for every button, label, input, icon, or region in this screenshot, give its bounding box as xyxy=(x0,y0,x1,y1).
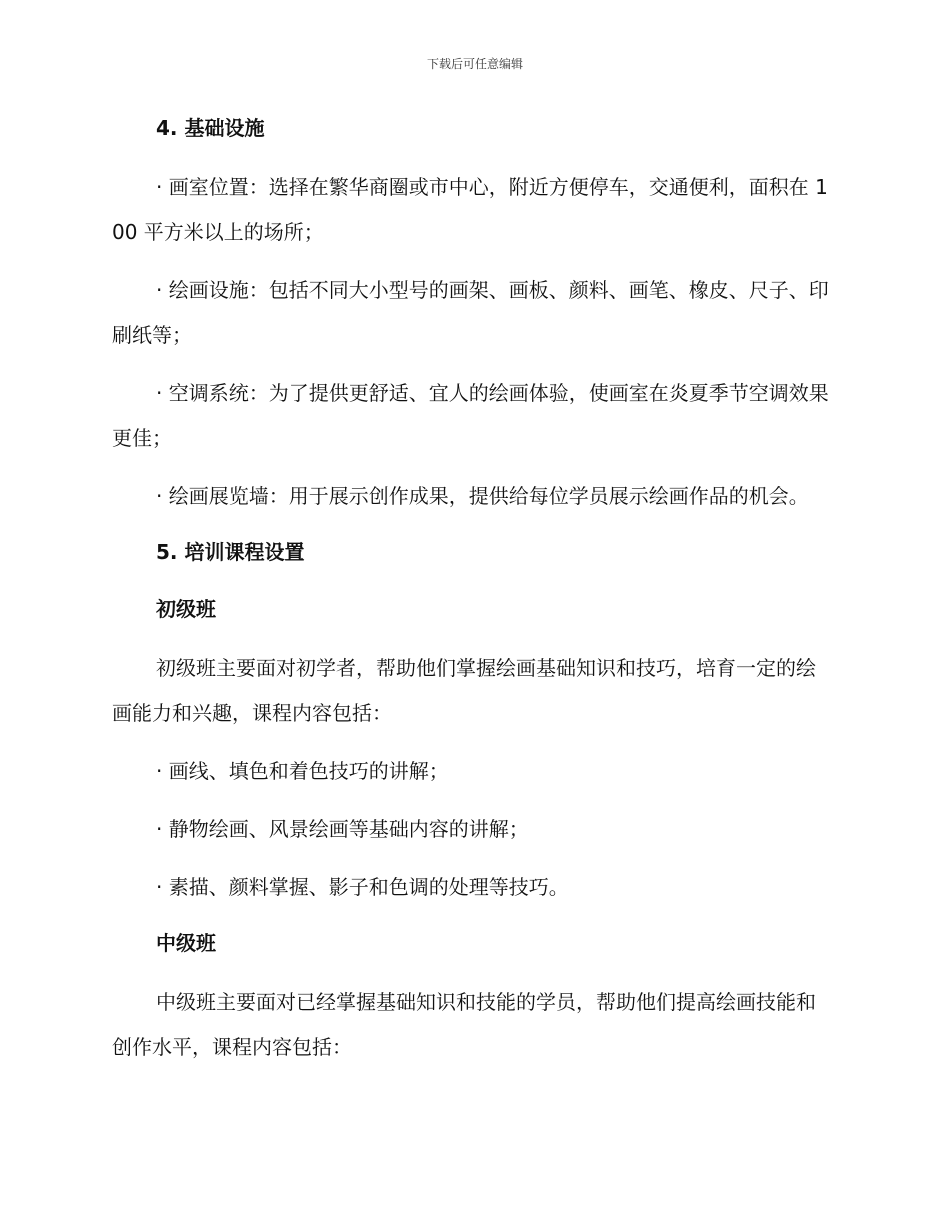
facility-item-air-conditioning: · 空调系统：为了提供更舒适、宜人的绘画体验，使画室在炎夏季节空调效果更佳； xyxy=(112,381,829,450)
page-header: 下载后可任意编辑 xyxy=(426,57,523,71)
intermediate-class-intro: 中级班主要面对已经掌握基础知识和技能的学员，帮助他们提高绘画技能和创作水平，课程内容包括： xyxy=(112,990,816,1059)
section-heading-facilities: 4. 基础设施 xyxy=(156,116,265,140)
beginner-class-intro: 初级班主要面对初学者，帮助他们掌握绘画基础知识和技巧，培育一定的绘画能力和兴趣，课程内容包括： xyxy=(112,656,816,725)
beginner-course-item: · 静物绘画、风景绘画等基础内容的讲解； xyxy=(156,817,529,841)
facility-item-studio-location: · 画室位置：选择在繁华商圈或市中心，附近方便停车，交通便利，面积在 100 平方米以上的场所； xyxy=(112,175,828,244)
beginner-course-item: · 画线、填色和着色技巧的讲解； xyxy=(156,759,449,783)
document-body xyxy=(112,108,832,1083)
facility-item-painting-equipment: · 绘画设施：包括不同大小型号的画架、画板、颜料、画笔、橡皮、尺子、印刷纸等； xyxy=(112,278,829,347)
beginner-course-item: · 素描、颜料掌握、影子和色调的处理等技巧。 xyxy=(156,875,569,899)
section-heading-courses: 5. 培训课程设置 xyxy=(156,540,305,564)
subheading-intermediate-class: 中级班 xyxy=(156,931,216,955)
facility-item-exhibition-wall: · 绘画展览墙：用于展示创作成果，提供给每位学员展示绘画作品的机会。 xyxy=(156,484,809,508)
subheading-beginner-class: 初级班 xyxy=(156,597,216,621)
